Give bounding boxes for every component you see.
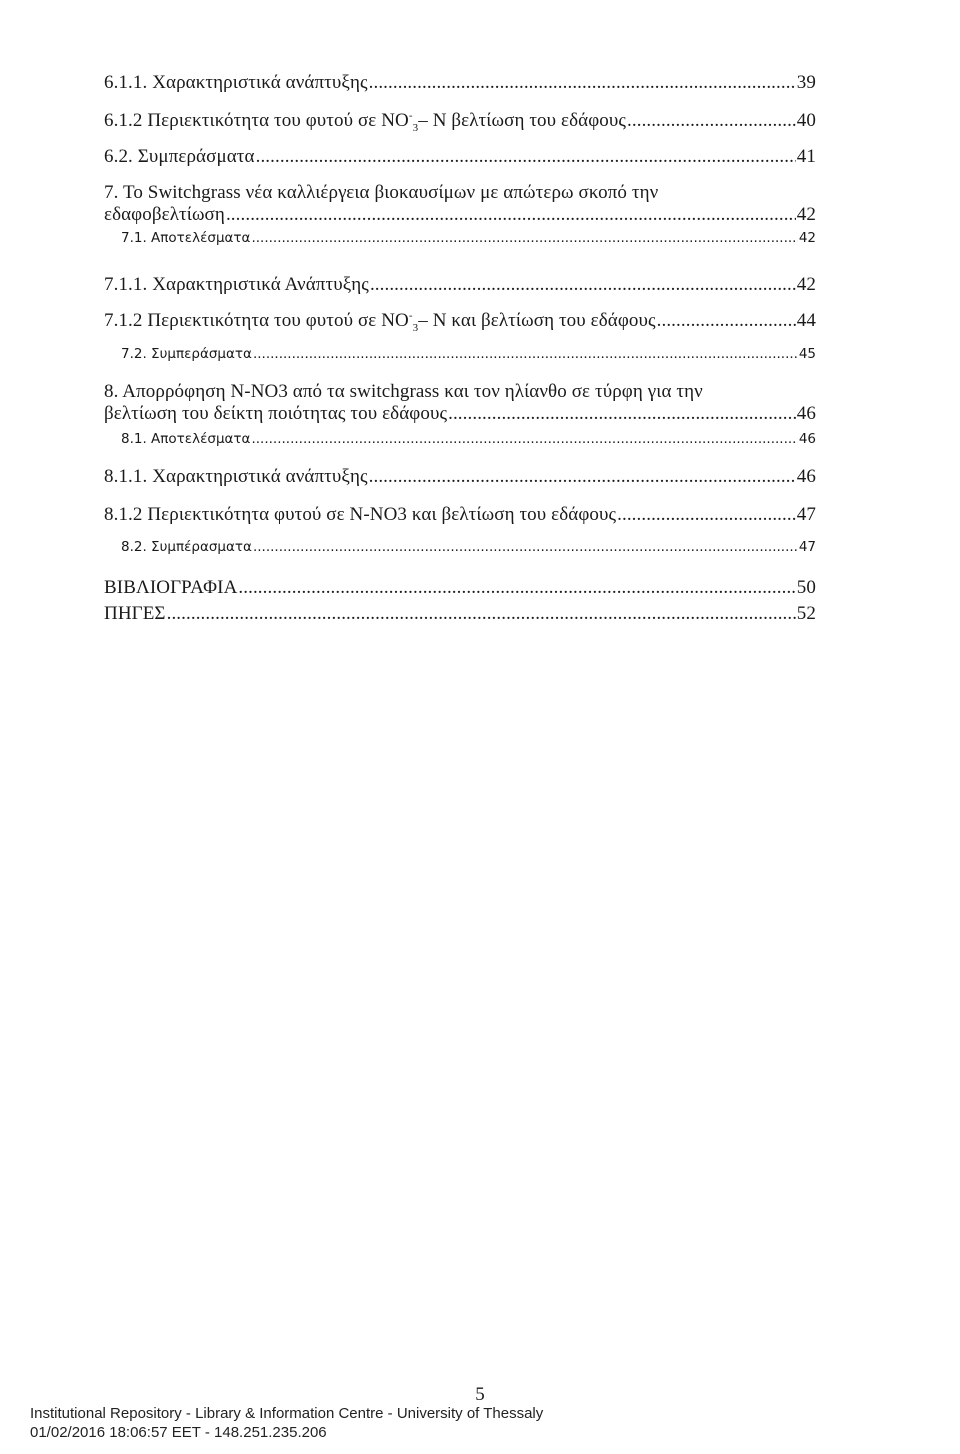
toc-entry-title: 7.2. Συμπεράσματα bbox=[121, 346, 252, 362]
toc-entry[interactable] bbox=[104, 146, 816, 182]
toc-page-number: 40 bbox=[796, 110, 816, 131]
toc-dot-leader bbox=[226, 204, 796, 226]
toc-dot-leader bbox=[167, 603, 796, 625]
toc-page-number: 42 bbox=[796, 274, 816, 295]
toc-page-number: 42 bbox=[796, 204, 816, 225]
toc-dot-leader bbox=[256, 146, 796, 168]
toc-dot-leader bbox=[370, 274, 796, 296]
toc-dot-leader bbox=[657, 310, 796, 332]
toc-dot-leader bbox=[238, 577, 795, 599]
toc-page-number: 46 bbox=[798, 431, 816, 447]
toc-page-number: 41 bbox=[796, 146, 816, 167]
toc-entry-title: 8.1. Αποτελέσματα bbox=[121, 431, 251, 447]
table-of-contents bbox=[104, 72, 816, 629]
toc-entry-title: 7.1. Αποτελέσματα bbox=[121, 230, 251, 246]
toc-entry[interactable] bbox=[104, 230, 816, 274]
toc-dot-leader bbox=[253, 539, 798, 555]
page-number: 5 bbox=[475, 1384, 485, 1405]
toc-entry[interactable] bbox=[104, 431, 816, 466]
toc-dot-leader bbox=[617, 504, 796, 526]
toc-entry[interactable] bbox=[104, 310, 816, 346]
toc-dot-leader bbox=[627, 110, 796, 132]
toc-dot-leader bbox=[448, 403, 796, 425]
toc-entry[interactable] bbox=[104, 182, 816, 230]
toc-page-number: 44 bbox=[796, 310, 816, 331]
toc-entry[interactable] bbox=[104, 346, 816, 381]
repository-footer: Institutional Repository - Library & Information Centre - University of Thessaly bbox=[30, 1405, 544, 1422]
toc-page-number: 42 bbox=[798, 230, 816, 246]
toc-entry-title: ΒΙΒΛΙΟΓΡΑΦΙΑ bbox=[104, 577, 238, 598]
toc-dot-leader bbox=[369, 72, 796, 94]
toc-page-number: 45 bbox=[798, 346, 816, 362]
toc-page-number: 47 bbox=[796, 504, 816, 525]
toc-entry[interactable] bbox=[104, 577, 816, 603]
toc-entry-title: 6.1.2 Περιεκτικότητα του φυτού σε $NO^-_3-$ N βελτίωση του εδάφους bbox=[104, 109, 627, 134]
toc-page-number: 39 bbox=[796, 72, 816, 93]
toc-entry-title: 7.1.1. Χαρακτηριστικά Ανάπτυξης bbox=[104, 274, 369, 295]
toc-page-number: 47 bbox=[798, 539, 816, 555]
toc-entry[interactable] bbox=[104, 603, 816, 629]
toc-entry-title: 8.1.1. Χαρακτηριστικά ανάπτυξης bbox=[104, 466, 368, 487]
toc-entry-title: 6.1.1. Χαρακτηριστικά ανάπτυξης bbox=[104, 72, 368, 93]
toc-page-number: 50 bbox=[796, 577, 816, 598]
toc-entry-title: 7.1.2 Περιεκτικότητα του φυτού σε $NO^-_3-$ N και βελτίωση του εδάφους bbox=[104, 309, 656, 334]
download-timestamp-footer: 01/02/2016 18:06:57 EET - 148.251.235.206 bbox=[30, 1424, 327, 1441]
toc-dot-leader bbox=[369, 466, 796, 488]
toc-entry[interactable] bbox=[104, 539, 816, 577]
toc-page-number: 52 bbox=[796, 603, 816, 624]
toc-dot-leader bbox=[251, 230, 797, 246]
toc-page-number: 46 bbox=[796, 466, 816, 487]
toc-entry-title: 6.2. Συμπεράσματα bbox=[104, 146, 255, 167]
toc-entry-title-line1: 8. Απορρόφηση N-NO3 από τα switchgrass και τον ηλίανθο σε τύρφη για την bbox=[104, 381, 703, 402]
toc-dot-leader bbox=[253, 346, 798, 362]
toc-page-number: 46 bbox=[796, 403, 816, 424]
toc-entry-title: βελτίωση του δείκτη ποιότητας του εδάφους bbox=[104, 403, 448, 424]
toc-entry[interactable] bbox=[104, 110, 816, 146]
toc-entry[interactable] bbox=[104, 274, 816, 310]
toc-dot-leader bbox=[251, 431, 797, 447]
toc-entry[interactable] bbox=[104, 466, 816, 504]
toc-entry[interactable] bbox=[104, 504, 816, 539]
toc-entry[interactable] bbox=[104, 381, 816, 431]
toc-entry-title-line1: 7. Το Switchgrass νέα καλλιέργεια βιοκαυσίμων με απώτερω σκοπό την bbox=[104, 182, 659, 203]
toc-entry-title: ΠΗΓΕΣ bbox=[104, 603, 166, 624]
toc-entry-title: 8.1.2 Περιεκτικότητα φυτού σε N-NO3 και βελτίωση του εδάφους bbox=[104, 504, 617, 525]
toc-entry-title: 8.2. Συμπέρασματα bbox=[121, 539, 252, 555]
toc-entry[interactable] bbox=[104, 72, 816, 110]
toc-entry-title: εδαφοβελτίωση bbox=[104, 204, 225, 225]
